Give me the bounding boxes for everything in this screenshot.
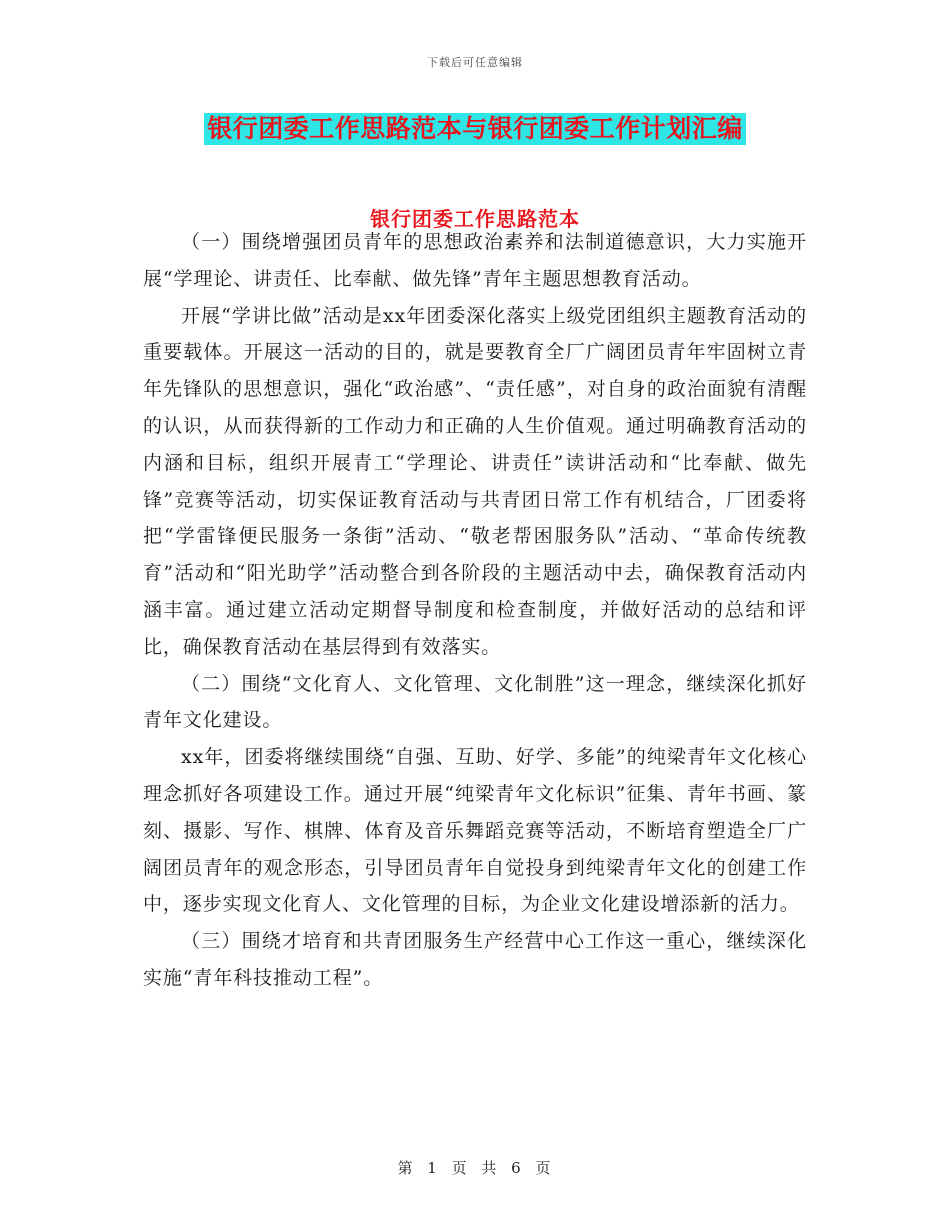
paragraph-2: 开展“学讲比做”活动是xx年团委深化落实上级党团组织主题教育活动的重要载体。开展这一活动的目的，就是要教育全厂广阔团员青年牢固树立青年先锋队的思想意识，强化“政治感”、“责任感”，对自身的政治面貌有清醒的认识，从而获得新的工作动力和正确的人生价值观。通过明确教育活动的内涵和目标，组织开展青工“学理论、讲责任”读讲活动和“比奉献、做先锋”竞赛等活动，切实保证教育活动与共青团日常工作有机结合，厂团委将把“学雷锋便民服务一条街”活动、“敬老帮困服务队”活动、“革命传统教育”活动和“阳光助学”活动整合到各阶段的主题活动中去，确保教育活动内涵丰富。通过建立活动定期督导制度和检查制度，并做好活动的总结和评比，确保教育活动在基层得到有效落实。	[143, 304, 807, 658]
section-title: 银行团委工作思路范本	[370, 207, 580, 231]
paragraph-3: （二）围绕“文化育人、文化管理、文化制胜”这一理念，继续深化抓好青年文化建设。	[143, 672, 807, 732]
page-indicator: 第 1 页 共 6 页	[397, 1159, 553, 1177]
paragraph-4: xx年，团委将继续围绕“自强、互助、好学、多能”的纯梁青年文化核心理念抓好各项建设工作。通过开展“纯梁青年文化标识”征集、青年书画、篆刻、摄影、写作、棋牌、体育及音乐舞蹈竞赛等活动，不断培育塑造全厂广阔团员青年的观念形态，引导团员青年自觉投身到纯梁青年文化的创建工作中，逐步实现文化育人、文化管理的目标，为企业文化建设增添新的活力。	[143, 746, 807, 916]
main-title-container	[0, 113, 950, 145]
main-title: 银行团委工作思路范本与银行团委工作计划汇编	[204, 113, 746, 145]
paragraph-5: （三）围绕才培育和共青团服务生产经营中心工作这一重心，继续深化实施“青年科技推动工程”。	[143, 930, 807, 989]
header-note: 下载后可任意编辑	[427, 56, 523, 69]
paragraph-1: （一）围绕增强团员青年的思想政治素养和法制道德意识，大力实施开展“学理论、讲责任、比奉献、做先锋”青年主题思想教育活动。	[143, 231, 807, 290]
body-text	[143, 224, 807, 997]
